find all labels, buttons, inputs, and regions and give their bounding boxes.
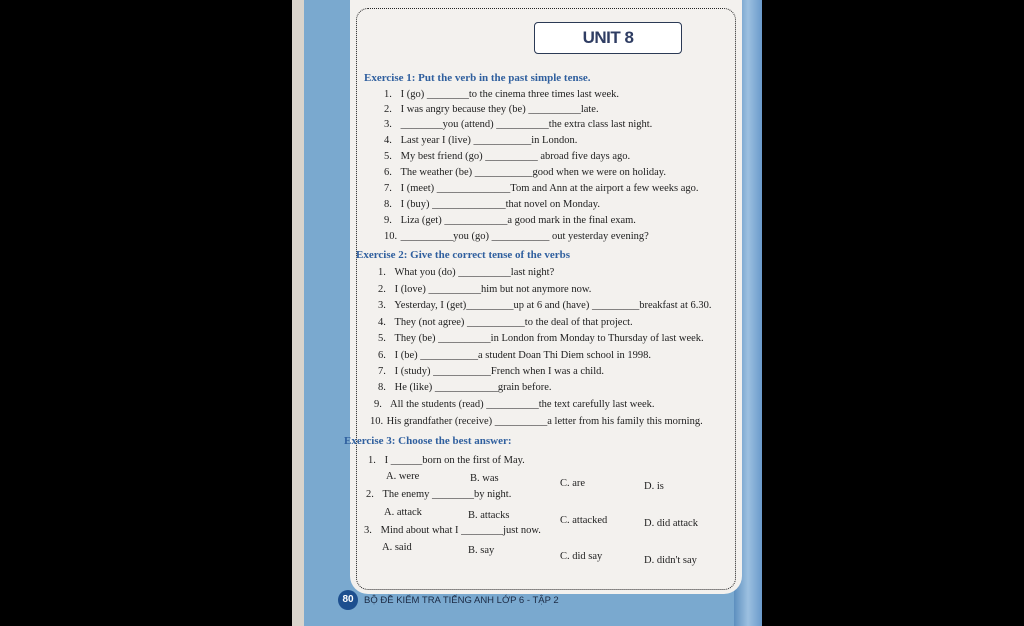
item-text: The enemy ________by night. xyxy=(382,489,512,500)
exercise-2-item xyxy=(378,366,604,377)
item-number: 1. xyxy=(368,455,376,466)
item-number: 2. xyxy=(366,489,374,500)
item-number: 3. xyxy=(384,119,392,130)
exercise-2-item xyxy=(378,350,651,361)
exercise-1-item xyxy=(384,199,600,210)
exercise-1-item xyxy=(384,215,636,226)
worksheet-page xyxy=(344,0,742,594)
exercise-2-item xyxy=(378,382,552,393)
item-number: 3. xyxy=(378,300,386,311)
answer-option: B. say xyxy=(468,545,495,556)
item-number: 4. xyxy=(384,135,392,146)
answer-option: D. didn't say xyxy=(644,555,697,566)
item-number: 9. xyxy=(374,399,382,410)
book xyxy=(292,0,762,626)
item-number: 7. xyxy=(378,366,386,377)
item-text: I (go) ________to the cinema three times last week. xyxy=(400,89,620,100)
item-number: 7. xyxy=(384,183,392,194)
page-footer xyxy=(338,590,559,612)
unit-title-box xyxy=(534,22,682,54)
item-text: He (like) ____________grain before. xyxy=(394,382,552,393)
book-title: BỘ ĐỀ KIỂM TRA TIẾNG ANH LỚP 6 - TẬP 2 xyxy=(364,594,559,606)
exercise-2-item xyxy=(370,416,703,427)
answer-option: C. are xyxy=(560,478,586,489)
item-text: I was angry because they (be) __________late. xyxy=(400,104,599,115)
exercise-1-item xyxy=(384,119,652,130)
item-text: My best friend (go) __________ abroad five days ago. xyxy=(400,151,631,162)
exercise-1-item xyxy=(384,89,619,100)
exercise-3-question xyxy=(368,455,525,466)
answer-option: B. was xyxy=(470,473,499,484)
item-number: 10. xyxy=(370,416,384,427)
item-number: 2. xyxy=(378,284,386,295)
item-number: 1. xyxy=(378,267,386,278)
item-number: 5. xyxy=(384,151,392,162)
item-text: I (study) ___________French when I was a child. xyxy=(394,366,604,377)
item-text: All the students (read) __________the text carefully last week. xyxy=(390,399,655,410)
answer-option: A. said xyxy=(382,542,412,553)
exercise-1-item xyxy=(384,167,666,178)
item-number: 8. xyxy=(384,199,392,210)
item-number: 6. xyxy=(378,350,386,361)
item-number: 5. xyxy=(378,333,386,344)
item-text: They (be) __________in London from Monday to Thursday of last week. xyxy=(394,333,704,344)
item-text: I (meet) ______________Tom and Ann at the airport a few weeks ago. xyxy=(400,183,699,194)
exercise-2-item xyxy=(378,317,633,328)
item-text: I (love) __________him but not anymore now. xyxy=(394,284,592,295)
item-number: 4. xyxy=(378,317,386,328)
item-number: 8. xyxy=(378,382,386,393)
item-text: They (not agree) ___________to the deal of that project. xyxy=(394,317,633,328)
item-number: 6. xyxy=(384,167,392,178)
exercise-1-item xyxy=(384,135,577,146)
page-number-badge: 80 xyxy=(338,590,358,610)
item-text: What you (do) __________last night? xyxy=(394,267,555,278)
exercise-2-item xyxy=(378,300,712,311)
item-number: 2. xyxy=(384,104,392,115)
exercise-3-question xyxy=(366,489,511,500)
item-text: __________you (go) ___________ out yesterday evening? xyxy=(400,231,649,242)
exercise-3-question xyxy=(364,525,541,536)
exercise-1-item xyxy=(384,231,649,242)
item-text: Last year I (live) ___________in London. xyxy=(400,135,578,146)
answer-option: B. attacks xyxy=(468,510,510,521)
item-text: ________you (attend) __________the extra class last night. xyxy=(400,119,653,130)
item-text: Liza (get) ____________a good mark in the final exam. xyxy=(400,215,636,226)
item-text: The weather (be) ___________good when we were on holiday. xyxy=(400,167,666,178)
item-number: 3. xyxy=(364,525,372,536)
unit-title: UNIT 8 xyxy=(582,28,634,47)
answer-option: C. did say xyxy=(560,551,603,562)
exercise-1-item xyxy=(384,104,599,115)
item-text: I ______born on the first of May. xyxy=(384,455,525,466)
answer-option: D. is xyxy=(644,481,664,492)
item-text: I (be) ___________a student Doan Thi Diem school in 1998. xyxy=(394,350,652,361)
exercise-2-title: Exercise 2: Give the correct tense of the verbs xyxy=(356,249,571,261)
answer-option: C. attacked xyxy=(560,515,608,526)
exercise-3-title: Exercise 3: Choose the best answer: xyxy=(344,435,512,447)
exercise-1-title: Exercise 1: Put the verb in the past simple tense. xyxy=(364,72,591,84)
exercise-1-item xyxy=(384,151,630,162)
exercise-2-item xyxy=(374,399,655,410)
item-text: Yesterday, I (get)_________up at 6 and (have) _________breakfast at 6.30. xyxy=(394,300,712,311)
answer-option: D. did attack xyxy=(644,518,698,529)
item-number: 10. xyxy=(384,231,398,242)
adjacent-page-edge xyxy=(292,0,304,626)
exercise-2-item xyxy=(378,267,554,278)
item-number: 9. xyxy=(384,215,392,226)
exercise-2-item xyxy=(378,284,591,295)
item-text: Mind about what I ________just now. xyxy=(380,525,541,536)
answer-option: A. attack xyxy=(384,507,422,518)
item-text: I (buy) ______________that novel on Monday. xyxy=(400,199,601,210)
item-text: His grandfather (receive) __________a letter from his family this morning. xyxy=(386,416,703,427)
item-number: 1. xyxy=(384,89,392,100)
exercise-1-item xyxy=(384,183,698,194)
exercise-2-item xyxy=(378,333,704,344)
answer-option: A. were xyxy=(386,471,420,482)
